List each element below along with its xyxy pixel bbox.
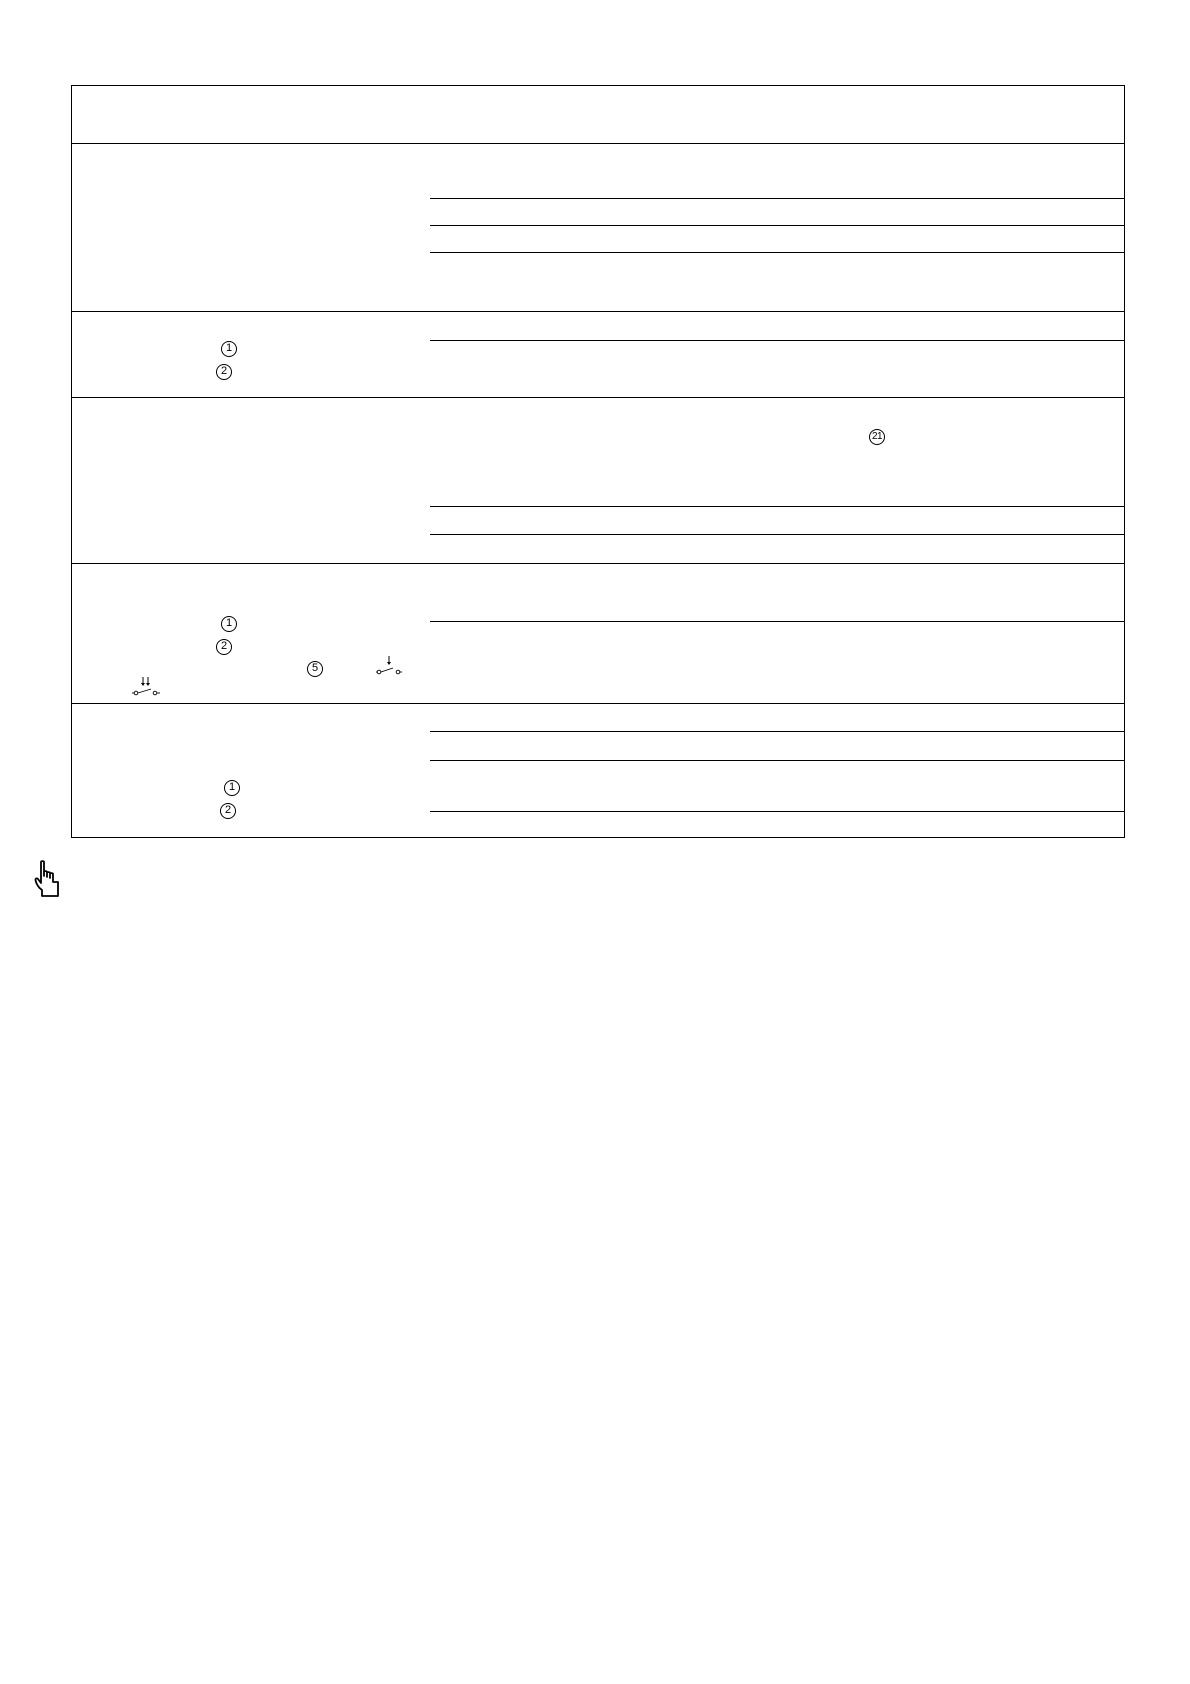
row3-subdivider-2: [430, 534, 1124, 535]
row-divider-3: [72, 563, 1124, 564]
circled-number-marker: 2: [216, 639, 232, 655]
row1-subdivider-2: [430, 225, 1124, 226]
row-divider-1: [72, 311, 1124, 312]
circled-number-marker: 5: [307, 661, 323, 677]
circled-number-marker: 1: [221, 341, 237, 357]
circled-number-marker: 1: [221, 616, 237, 632]
circled-number-marker: 21: [869, 429, 885, 445]
circled-number-marker: 1: [224, 780, 240, 796]
row2-subdivider-1: [430, 340, 1124, 341]
row5-subdivider-1: [430, 731, 1124, 732]
row4-subdivider-1: [430, 621, 1124, 622]
row1-subdivider-1: [430, 198, 1124, 199]
row3-subdivider-1: [430, 506, 1124, 507]
row1-subdivider-3: [430, 252, 1124, 253]
row-divider-4: [72, 703, 1124, 704]
circled-number-marker: 2: [220, 803, 236, 819]
header-divider: [72, 143, 1124, 144]
row5-subdivider-2: [430, 760, 1124, 761]
row-divider-2: [72, 397, 1124, 398]
procedure-table: [71, 85, 1125, 838]
contact-double-arrow-icon: [132, 677, 160, 697]
contact-single-arrow-icon: [376, 656, 402, 676]
row5-subdivider-3: [430, 811, 1124, 812]
circled-number-marker: 2: [216, 364, 232, 380]
pointing-hand-icon: [34, 860, 64, 898]
